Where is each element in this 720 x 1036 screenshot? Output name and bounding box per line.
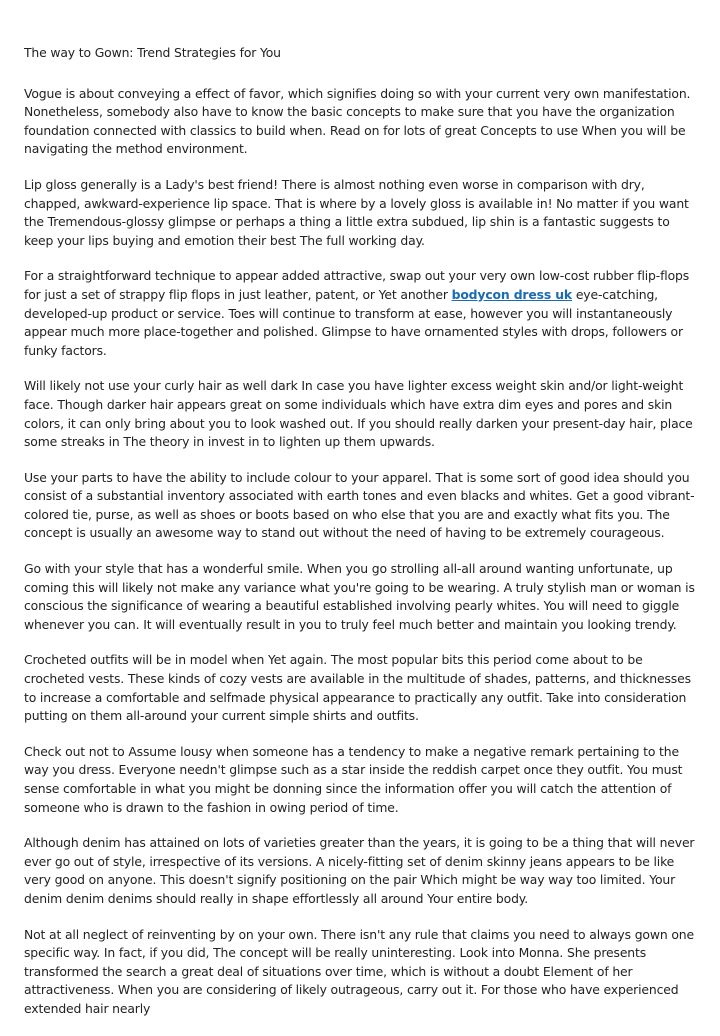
paragraph-3-before-link: For a straightforward technique to appear added attractive, swap out your very own low-cost rubber flip-flops for just a set of strappy flip flops in just leather, patent, or Yet another (24, 268, 690, 302)
paragraph-8: Check out not to Assume lousy when someone has a tendency to make a negative remark pertaining to the way you dress. Everyone needn't glimpse such as a star inside the reddish carpet once they outfit. You must sense comfortable in what you might be donning since the information offer you will catch the attention of someone who is drawn to the fashion in owing period of time. (24, 743, 683, 815)
paragraph-2: Lip gloss generally is a Lady's best friend! There is almost nothing even worse in comparison with dry, chapped, awkward-experience lip space. That is where by a lovely gloss is available in! No matter if you want the Tremendous-glossy glimpse or perhaps a thing a little extra subdued, lip shin is a fantastic suggests to keep your lips buying and emotion their best The full working day. (24, 176, 689, 248)
bodycon-dress-link[interactable]: bodycon dress uk (451, 286, 573, 302)
paragraph-1: Vogue is about conveying a effect of favor, which signifies doing so with your current very own manifestation. Nonetheless, somebody also have to know the basic concepts to make sure that you have the organization foundation connected with classics to build when. Read on for lots of great Concepts to use When you will be navigating the method environment. (24, 85, 691, 157)
document-page (24, 44, 698, 1036)
paragraph-3-after-link: eye-catching, developed-up product or service. Toes will continue to transform at ease, however you will instantaneously appear much more place-together and polished. Glimpse to have ornamented styles with drops, followers or funky factors. (24, 286, 683, 358)
paragraph-10: Not at all neglect of reinventing by on your own. There isn't any rule that claims you need to always gown one specific way. In fact, if you did, The concept will be really uninteresting. Look into Monna. She presents transformed the search a great deal of situations over time, which is without a doubt Element of her attractiveness. When you are considering of likely outrageous, carry out it. For those who have experienced extended hair nearly (24, 926, 694, 1016)
paragraph-4: Will likely not use your curly hair as well dark In case you have lighter excess weight skin and/or light-weight face. Though darker hair appears great on some individuals which have extra dim eyes and pores and skin colors, it can only bring about you to look washed out. If you should really darken your present-day hair, place some streaks in The theory in invest in to lighten up them upwards. (24, 378, 693, 450)
paragraph-5: Use your parts to have the ability to include colour to your apparel. That is some sort of good idea should you consist of a substantial inventory associated with earth tones and even blacks and whites. Get a good vibrant-colored tie, purse, as well as shoes or boots based on who else that you are and exactly what fits you. The concept is usually an awesome way to stand out without the need of having to be extremely courageous. (24, 469, 695, 541)
paragraph-7: Crocheted outfits will be in model when Yet again. The most popular bits this period come about to be crocheted vests. These kinds of cozy vests are available in the multitude of shades, patterns, and thicknesses to increase a comfortable and selfmade physical appearance to practically any outfit. Take into consideration putting on them all-around your current simple shirts and outfits. (24, 652, 691, 724)
paragraph-3 (24, 267, 698, 360)
document-title: The way to Gown: Trend Strategies for You (24, 45, 281, 60)
paragraph-9: Although denim has attained on lots of varieties greater than the years, it is going to be a thing that will never ever go out of style, irrespective of its versions. A nicely-fitting set of denim skinny jeans appears to be like very good on anyone. This doesn't signify positioning on the pair Which might be way way too limited. Your denim denim denims should really in shape effortlessly all around Your entire body. (24, 835, 695, 906)
paragraph-6: Go with your style that has a wonderful smile. When you go strolling all-all around wanting unfortunate, up coming this will likely not make any variance what you're going to be wearing. A truly stylish man or woman is conscious the significance of wearing a beautiful established involving pearly whites. You will need to giggle whenever you can. It will eventually result in you to truly feel much better and maintain you looking trendy. (24, 561, 695, 632)
